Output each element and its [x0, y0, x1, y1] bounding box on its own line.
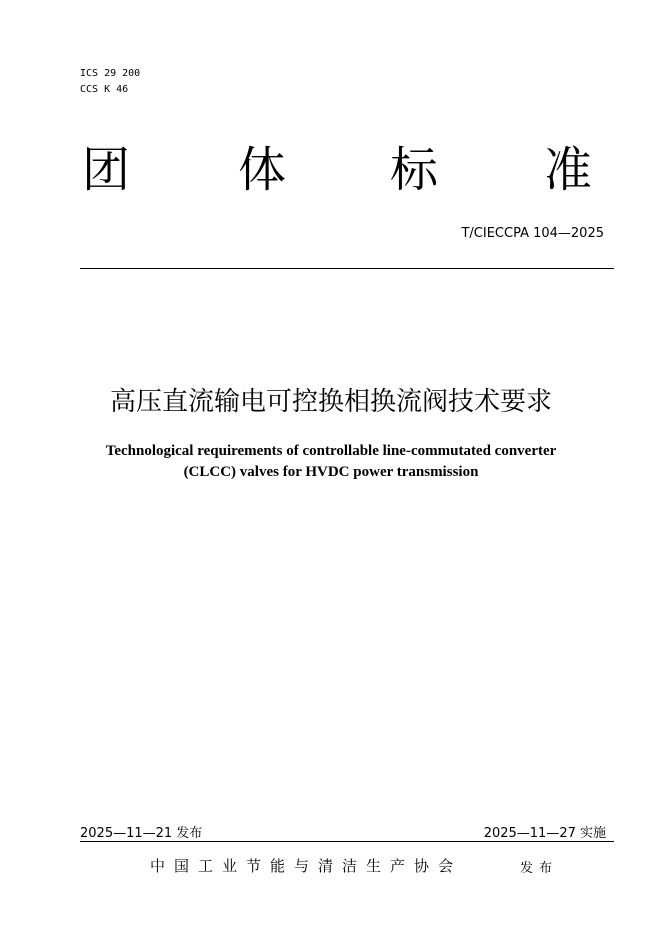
classification-codes — [80, 66, 140, 98]
issuing-organization: 中国工业节能与清洁生产协会 — [150, 857, 463, 875]
heading-char-1: 团 — [82, 142, 131, 198]
ics-code: ICS 29 200 — [80, 68, 141, 79]
chinese-title: 高压直流输电可控换相换流阀技术要求 — [109, 387, 552, 417]
issuer-action: 发布 — [520, 861, 559, 876]
issue-date: 2025—11—21 发布 — [80, 826, 203, 841]
english-title-line-1: Technological requirements of controllable line-commutated converter — [105, 443, 557, 459]
english-title-line-2: (CLCC) valves for HVDC power transmission — [183, 464, 479, 480]
header-divider — [80, 268, 614, 269]
standard-number: T/CIECCPA 104—2025 — [461, 226, 604, 241]
heading-char-2: 体 — [238, 142, 287, 198]
english-title — [60, 441, 602, 483]
footer-divider — [80, 841, 614, 842]
implementation-date: 2025—11—27 实施 — [483, 826, 606, 841]
heading-char-4: 准 — [544, 142, 593, 198]
heading-char-3: 标 — [390, 142, 439, 198]
document-type-heading — [82, 140, 608, 200]
ccs-code: CCS K 46 — [80, 84, 129, 95]
